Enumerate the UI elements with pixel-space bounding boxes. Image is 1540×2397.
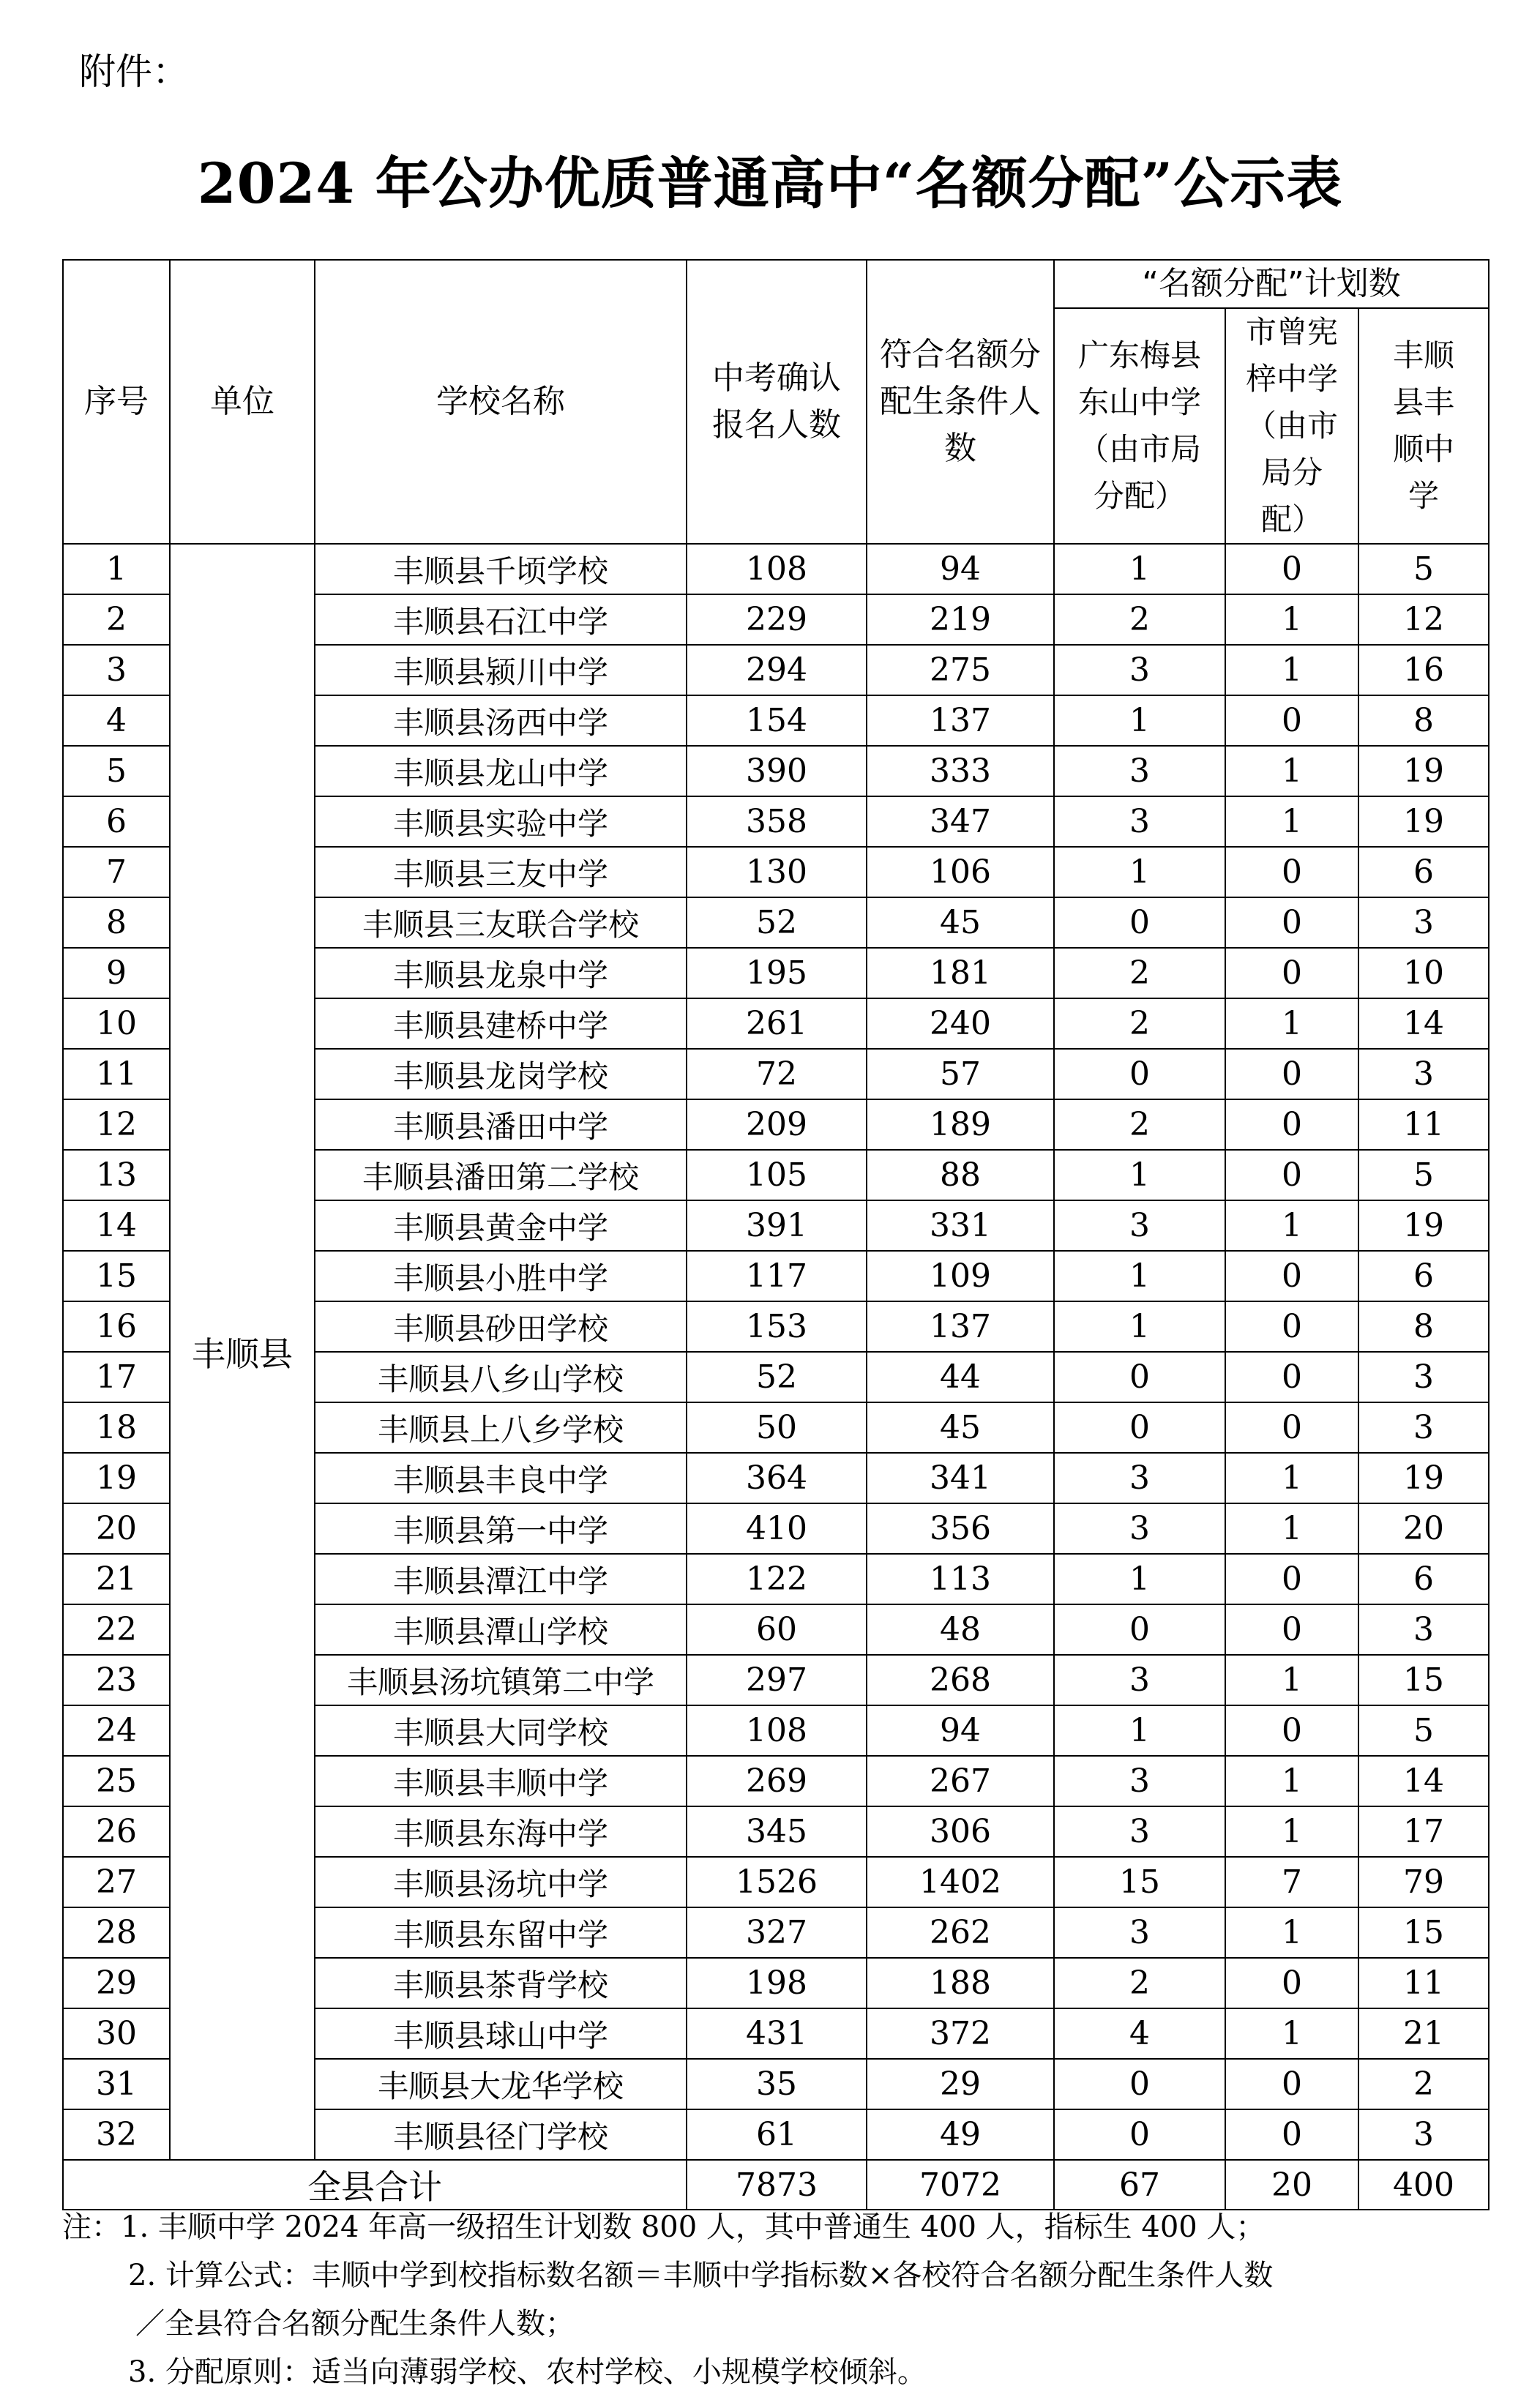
cell-school: 丰顺县龙山中学 <box>315 746 687 796</box>
cell-school: 丰顺县砂田学校 <box>315 1301 687 1352</box>
cell-seq: 16 <box>63 1301 170 1352</box>
cell-eligible: 333 <box>867 746 1054 796</box>
cell-seq: 5 <box>63 746 170 796</box>
cell-dongshan: 3 <box>1054 645 1225 695</box>
cell-zengxianzi: 1 <box>1225 796 1358 847</box>
cell-dongshan: 3 <box>1054 1907 1225 1958</box>
cell-zengxianzi: 7 <box>1225 1857 1358 1907</box>
cell-seq: 2 <box>63 594 170 645</box>
cell-confirmed: 269 <box>687 1756 867 1806</box>
cell-seq: 26 <box>63 1806 170 1857</box>
cell-dongshan: 1 <box>1054 1705 1225 1756</box>
cell-confirmed: 122 <box>687 1554 867 1604</box>
cell-zengxianzi: 1 <box>1225 1503 1358 1554</box>
cell-school: 丰顺县东留中学 <box>315 1907 687 1958</box>
cell-eligible: 181 <box>867 948 1054 998</box>
cell-school: 丰顺县汤坑镇第二中学 <box>315 1655 687 1705</box>
cell-dongshan: 0 <box>1054 2059 1225 2109</box>
cell-confirmed: 72 <box>687 1049 867 1099</box>
cell-dongshan: 3 <box>1054 1453 1225 1503</box>
cell-seq: 19 <box>63 1453 170 1503</box>
cell-fengshun: 6 <box>1358 1554 1489 1604</box>
cell-zengxianzi: 0 <box>1225 847 1358 897</box>
cell-dongshan: 0 <box>1054 1604 1225 1655</box>
header-eligible: 符合名额分配生条件人数 <box>867 260 1054 544</box>
cell-seq: 13 <box>63 1150 170 1200</box>
cell-zengxianzi: 1 <box>1225 1907 1358 1958</box>
cell-school: 丰顺县八乡山学校 <box>315 1352 687 1402</box>
cell-seq: 31 <box>63 2059 170 2109</box>
cell-seq: 27 <box>63 1857 170 1907</box>
cell-school: 丰顺县第一中学 <box>315 1503 687 1554</box>
cell-seq: 1 <box>63 544 170 594</box>
cell-confirmed: 153 <box>687 1301 867 1352</box>
cell-fengshun: 5 <box>1358 1150 1489 1200</box>
cell-zengxianzi: 1 <box>1225 1756 1358 1806</box>
cell-seq: 15 <box>63 1251 170 1301</box>
cell-fengshun: 3 <box>1358 897 1489 948</box>
cell-confirmed: 364 <box>687 1453 867 1503</box>
cell-school: 丰顺县千顷学校 <box>315 544 687 594</box>
cell-fengshun: 15 <box>1358 1907 1489 1958</box>
cell-seq: 11 <box>63 1049 170 1099</box>
cell-dongshan: 0 <box>1054 2109 1225 2160</box>
unit-cell: 丰顺县 <box>170 544 315 2160</box>
table-body <box>63 544 1489 2160</box>
total-label: 全县合计 <box>63 2160 687 2210</box>
cell-dongshan: 2 <box>1054 998 1225 1049</box>
cell-confirmed: 358 <box>687 796 867 847</box>
cell-confirmed: 345 <box>687 1806 867 1857</box>
cell-zengxianzi: 1 <box>1225 2008 1358 2059</box>
cell-confirmed: 117 <box>687 1251 867 1301</box>
cell-school: 丰顺县三友中学 <box>315 847 687 897</box>
cell-eligible: 45 <box>867 897 1054 948</box>
cell-fengshun: 16 <box>1358 645 1489 695</box>
cell-eligible: 275 <box>867 645 1054 695</box>
cell-eligible: 306 <box>867 1806 1054 1857</box>
cell-eligible: 94 <box>867 1705 1054 1756</box>
cell-eligible: 137 <box>867 695 1054 746</box>
cell-dongshan: 3 <box>1054 1756 1225 1806</box>
cell-zengxianzi: 0 <box>1225 2109 1358 2160</box>
attachment-label: 附件： <box>79 51 189 93</box>
cell-eligible: 106 <box>867 847 1054 897</box>
cell-dongshan: 2 <box>1054 594 1225 645</box>
cell-eligible: 188 <box>867 1958 1054 2008</box>
cell-fengshun: 21 <box>1358 2008 1489 2059</box>
cell-zengxianzi: 0 <box>1225 1301 1358 1352</box>
page-title: 2024 年公办优质普通高中“名额分配”公示表 <box>197 151 1343 216</box>
cell-zengxianzi: 1 <box>1225 746 1358 796</box>
cell-school: 丰顺县潘田中学 <box>315 1099 687 1150</box>
cell-confirmed: 105 <box>687 1150 867 1200</box>
cell-dongshan: 15 <box>1054 1857 1225 1907</box>
cell-seq: 23 <box>63 1655 170 1705</box>
cell-school: 丰顺县丰顺中学 <box>315 1756 687 1806</box>
cell-dongshan: 0 <box>1054 1402 1225 1453</box>
cell-zengxianzi: 0 <box>1225 1604 1358 1655</box>
cell-fengshun: 6 <box>1358 847 1489 897</box>
cell-fengshun: 19 <box>1358 746 1489 796</box>
cell-seq: 14 <box>63 1200 170 1251</box>
cell-fengshun: 3 <box>1358 1402 1489 1453</box>
cell-seq: 7 <box>63 847 170 897</box>
cell-seq: 4 <box>63 695 170 746</box>
cell-fengshun: 19 <box>1358 1200 1489 1251</box>
allocation-table <box>62 259 1489 2210</box>
cell-seq: 30 <box>63 2008 170 2059</box>
cell-confirmed: 60 <box>687 1604 867 1655</box>
cell-eligible: 44 <box>867 1352 1054 1402</box>
cell-confirmed: 390 <box>687 746 867 796</box>
cell-school: 丰顺县黄金中学 <box>315 1200 687 1251</box>
cell-dongshan: 3 <box>1054 746 1225 796</box>
cell-school: 丰顺县潘田第二学校 <box>315 1150 687 1200</box>
cell-dongshan: 3 <box>1054 1200 1225 1251</box>
cell-seq: 22 <box>63 1604 170 1655</box>
cell-seq: 24 <box>63 1705 170 1756</box>
cell-confirmed: 261 <box>687 998 867 1049</box>
cell-dongshan: 1 <box>1054 1150 1225 1200</box>
cell-seq: 20 <box>63 1503 170 1554</box>
cell-confirmed: 154 <box>687 695 867 746</box>
cell-school: 丰顺县颍川中学 <box>315 645 687 695</box>
cell-eligible: 219 <box>867 594 1054 645</box>
cell-dongshan: 1 <box>1054 1251 1225 1301</box>
cell-dongshan: 1 <box>1054 544 1225 594</box>
cell-fengshun: 20 <box>1358 1503 1489 1554</box>
cell-confirmed: 294 <box>687 645 867 695</box>
cell-zengxianzi: 1 <box>1225 1453 1358 1503</box>
cell-zengxianzi: 0 <box>1225 2059 1358 2109</box>
cell-confirmed: 195 <box>687 948 867 998</box>
note-line-1: 注：1. 丰顺中学 2024 年高一级招生计划数 800 人，其中普通生 400 人，指标生 400 人； <box>62 2210 1266 2244</box>
notes <box>62 2203 1511 2396</box>
cell-seq: 25 <box>63 1756 170 1806</box>
cell-seq: 3 <box>63 645 170 695</box>
cell-eligible: 49 <box>867 2109 1054 2160</box>
cell-zengxianzi: 0 <box>1225 1251 1358 1301</box>
cell-school: 丰顺县丰良中学 <box>315 1453 687 1503</box>
cell-confirmed: 130 <box>687 847 867 897</box>
header-school: 学校名称 <box>315 260 687 544</box>
cell-fengshun: 15 <box>1358 1655 1489 1705</box>
cell-zengxianzi: 1 <box>1225 645 1358 695</box>
cell-fengshun: 8 <box>1358 1301 1489 1352</box>
cell-zengxianzi: 0 <box>1225 1958 1358 2008</box>
cell-school: 丰顺县潭江中学 <box>315 1554 687 1604</box>
cell-confirmed: 431 <box>687 2008 867 2059</box>
note-line-2: 2. 计算公式：丰顺中学到校指标数名额＝丰顺中学指标数×各校符合名额分配生条件人数 <box>128 2259 1274 2292</box>
cell-zengxianzi: 1 <box>1225 594 1358 645</box>
header-unit: 单位 <box>170 260 315 544</box>
cell-eligible: 48 <box>867 1604 1054 1655</box>
header-confirmed: 中考确认报名人数 <box>687 260 867 544</box>
header-plan: “名额分配”计划数 <box>1054 260 1489 308</box>
cell-eligible: 331 <box>867 1200 1054 1251</box>
cell-seq: 6 <box>63 796 170 847</box>
cell-school: 丰顺县龙岗学校 <box>315 1049 687 1099</box>
cell-seq: 32 <box>63 2109 170 2160</box>
cell-eligible: 372 <box>867 2008 1054 2059</box>
cell-seq: 28 <box>63 1907 170 1958</box>
cell-fengshun: 14 <box>1358 998 1489 1049</box>
cell-zengxianzi: 0 <box>1225 1554 1358 1604</box>
note-line-3: ／全县符合名额分配生条件人数； <box>135 2307 575 2341</box>
cell-zengxianzi: 0 <box>1225 695 1358 746</box>
cell-confirmed: 52 <box>687 1352 867 1402</box>
cell-dongshan: 1 <box>1054 1554 1225 1604</box>
cell-school: 丰顺县小胜中学 <box>315 1251 687 1301</box>
cell-fengshun: 5 <box>1358 1705 1489 1756</box>
cell-zengxianzi: 1 <box>1225 998 1358 1049</box>
cell-eligible: 189 <box>867 1099 1054 1150</box>
cell-seq: 10 <box>63 998 170 1049</box>
cell-dongshan: 3 <box>1054 1503 1225 1554</box>
cell-eligible: 137 <box>867 1301 1054 1352</box>
cell-fengshun: 2 <box>1358 2059 1489 2109</box>
cell-school: 丰顺县大同学校 <box>315 1705 687 1756</box>
header-plan-dongshan: 广东梅县东山中学（由市局分配） <box>1054 308 1225 544</box>
cell-confirmed: 297 <box>687 1655 867 1705</box>
cell-school: 丰顺县建桥中学 <box>315 998 687 1049</box>
cell-seq: 29 <box>63 1958 170 2008</box>
cell-dongshan: 0 <box>1054 1049 1225 1099</box>
total-zengxianzi: 20 <box>1225 2160 1358 2210</box>
cell-confirmed: 327 <box>687 1907 867 1958</box>
cell-fengshun: 3 <box>1358 1352 1489 1402</box>
cell-seq: 21 <box>63 1554 170 1604</box>
cell-confirmed: 50 <box>687 1402 867 1453</box>
cell-eligible: 45 <box>867 1402 1054 1453</box>
cell-eligible: 1402 <box>867 1857 1054 1907</box>
cell-fengshun: 17 <box>1358 1806 1489 1857</box>
cell-fengshun: 19 <box>1358 796 1489 847</box>
cell-eligible: 267 <box>867 1756 1054 1806</box>
cell-eligible: 356 <box>867 1503 1054 1554</box>
cell-dongshan: 2 <box>1054 948 1225 998</box>
cell-confirmed: 1526 <box>687 1857 867 1907</box>
cell-zengxianzi: 0 <box>1225 1150 1358 1200</box>
cell-zengxianzi: 0 <box>1225 1402 1358 1453</box>
cell-school: 丰顺县龙泉中学 <box>315 948 687 998</box>
cell-dongshan: 4 <box>1054 2008 1225 2059</box>
cell-dongshan: 2 <box>1054 1958 1225 2008</box>
cell-seq: 8 <box>63 897 170 948</box>
cell-seq: 9 <box>63 948 170 998</box>
cell-zengxianzi: 0 <box>1225 897 1358 948</box>
cell-zengxianzi: 0 <box>1225 544 1358 594</box>
cell-confirmed: 410 <box>687 1503 867 1554</box>
cell-dongshan: 2 <box>1054 1099 1225 1150</box>
cell-eligible: 262 <box>867 1907 1054 1958</box>
cell-eligible: 94 <box>867 544 1054 594</box>
cell-fengshun: 5 <box>1358 544 1489 594</box>
cell-school: 丰顺县径门学校 <box>315 2109 687 2160</box>
cell-school: 丰顺县大龙华学校 <box>315 2059 687 2109</box>
cell-dongshan: 0 <box>1054 1352 1225 1402</box>
cell-fengshun: 11 <box>1358 1099 1489 1150</box>
total-dongshan: 67 <box>1054 2160 1225 2210</box>
total-eligible: 7072 <box>867 2160 1054 2210</box>
cell-confirmed: 108 <box>687 544 867 594</box>
cell-fengshun: 3 <box>1358 1604 1489 1655</box>
cell-fengshun: 3 <box>1358 2109 1489 2160</box>
cell-school: 丰顺县球山中学 <box>315 2008 687 2059</box>
cell-school: 丰顺县汤坑中学 <box>315 1857 687 1907</box>
cell-confirmed: 108 <box>687 1705 867 1756</box>
cell-eligible: 347 <box>867 796 1054 847</box>
cell-eligible: 29 <box>867 2059 1054 2109</box>
cell-confirmed: 391 <box>687 1200 867 1251</box>
cell-fengshun: 3 <box>1358 1049 1489 1099</box>
cell-school: 丰顺县茶背学校 <box>315 1958 687 2008</box>
cell-seq: 12 <box>63 1099 170 1150</box>
cell-dongshan: 1 <box>1054 847 1225 897</box>
cell-eligible: 268 <box>867 1655 1054 1705</box>
cell-confirmed: 198 <box>687 1958 867 2008</box>
cell-zengxianzi: 0 <box>1225 1049 1358 1099</box>
cell-fengshun: 6 <box>1358 1251 1489 1301</box>
cell-dongshan: 0 <box>1054 897 1225 948</box>
cell-school: 丰顺县石江中学 <box>315 594 687 645</box>
cell-fengshun: 79 <box>1358 1857 1489 1907</box>
cell-confirmed: 229 <box>687 594 867 645</box>
cell-school: 丰顺县实验中学 <box>315 796 687 847</box>
header-seq: 序号 <box>63 260 170 544</box>
cell-fengshun: 19 <box>1358 1453 1489 1503</box>
cell-school: 丰顺县上八乡学校 <box>315 1402 687 1453</box>
cell-confirmed: 35 <box>687 2059 867 2109</box>
cell-fengshun: 11 <box>1358 1958 1489 2008</box>
cell-dongshan: 1 <box>1054 695 1225 746</box>
cell-school: 丰顺县东海中学 <box>315 1806 687 1857</box>
cell-confirmed: 61 <box>687 2109 867 2160</box>
cell-zengxianzi: 1 <box>1225 1655 1358 1705</box>
cell-school: 丰顺县汤西中学 <box>315 695 687 746</box>
cell-dongshan: 3 <box>1054 1655 1225 1705</box>
total-confirmed: 7873 <box>687 2160 867 2210</box>
cell-zengxianzi: 0 <box>1225 1352 1358 1402</box>
cell-zengxianzi: 0 <box>1225 1099 1358 1150</box>
cell-fengshun: 10 <box>1358 948 1489 998</box>
cell-zengxianzi: 1 <box>1225 1806 1358 1857</box>
cell-seq: 18 <box>63 1402 170 1453</box>
cell-eligible: 109 <box>867 1251 1054 1301</box>
note-line-4: 3. 分配原则：适当向薄弱学校、农村学校、小规模学校倾斜。 <box>128 2355 927 2389</box>
table-row <box>63 544 1489 594</box>
cell-school: 丰顺县三友联合学校 <box>315 897 687 948</box>
cell-fengshun: 8 <box>1358 695 1489 746</box>
cell-confirmed: 52 <box>687 897 867 948</box>
cell-zengxianzi: 0 <box>1225 948 1358 998</box>
cell-fengshun: 14 <box>1358 1756 1489 1806</box>
cell-seq: 17 <box>63 1352 170 1402</box>
cell-fengshun: 12 <box>1358 594 1489 645</box>
cell-eligible: 240 <box>867 998 1054 1049</box>
cell-zengxianzi: 0 <box>1225 1705 1358 1756</box>
total-fengshun: 400 <box>1358 2160 1489 2210</box>
cell-eligible: 113 <box>867 1554 1054 1604</box>
header-plan-fengshun: 丰顺县丰顺中学 <box>1358 308 1489 544</box>
header-plan-zengxianzi: 市曾宪梓中学（由市局分配） <box>1225 308 1358 544</box>
cell-dongshan: 3 <box>1054 1806 1225 1857</box>
total-row <box>63 2160 1489 2210</box>
cell-dongshan: 3 <box>1054 796 1225 847</box>
cell-eligible: 341 <box>867 1453 1054 1503</box>
cell-dongshan: 1 <box>1054 1301 1225 1352</box>
cell-eligible: 57 <box>867 1049 1054 1099</box>
cell-zengxianzi: 1 <box>1225 1200 1358 1251</box>
cell-confirmed: 209 <box>687 1099 867 1150</box>
cell-school: 丰顺县潭山学校 <box>315 1604 687 1655</box>
cell-eligible: 88 <box>867 1150 1054 1200</box>
